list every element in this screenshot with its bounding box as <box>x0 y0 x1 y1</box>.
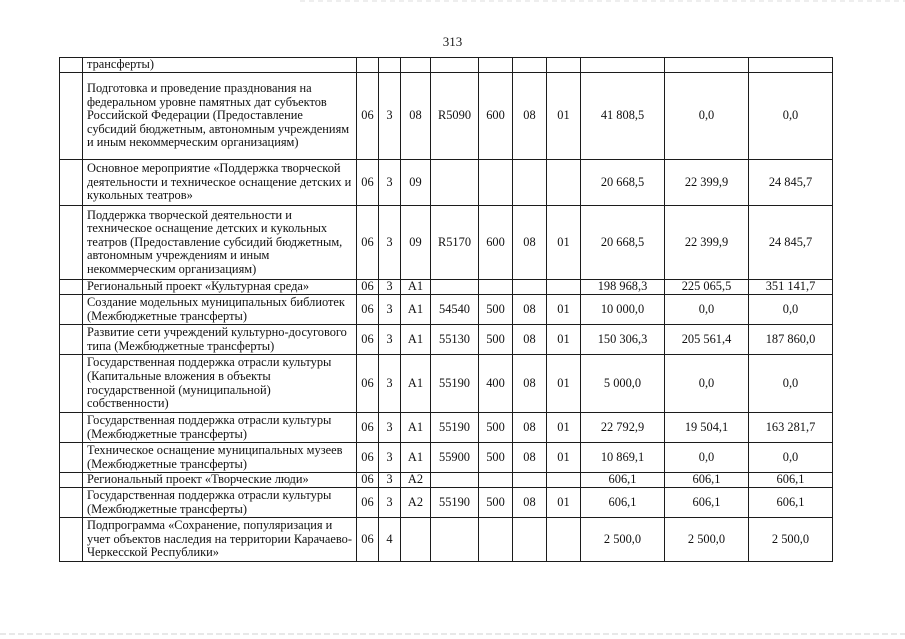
amount-year-3: 606,1 <box>749 473 833 488</box>
table-row <box>60 73 833 160</box>
subprogram-code: 3 <box>379 73 401 160</box>
expense-type-code: 500 <box>479 325 513 355</box>
row-index-cell <box>60 325 83 355</box>
table-row <box>60 58 833 73</box>
event-code: A2 <box>401 488 431 518</box>
amount-year-1: 41 808,5 <box>581 73 665 160</box>
program-code: 06 <box>357 325 379 355</box>
subprogram-code: 4 <box>379 518 401 562</box>
subprogram-code: 3 <box>379 295 401 325</box>
amount-year-3: 187 860,0 <box>749 325 833 355</box>
row-name: Государственная поддержка отрасли культуры (Межбюджетные трансферты) <box>83 413 357 443</box>
direction-code: 55900 <box>431 443 479 473</box>
table-row <box>60 473 833 488</box>
section-code: 08 <box>513 355 547 413</box>
row-index-cell <box>60 206 83 280</box>
amount-year-2 <box>665 58 749 73</box>
amount-year-2: 0,0 <box>665 73 749 160</box>
direction-code: 55190 <box>431 488 479 518</box>
row-index-cell <box>60 160 83 206</box>
subsection-code: 01 <box>547 443 581 473</box>
section-code: 08 <box>513 295 547 325</box>
row-name: Развитие сети учреждений культурно-досугового типа (Межбюджетные трансферты) <box>83 325 357 355</box>
subprogram-code: 3 <box>379 280 401 295</box>
section-code <box>513 518 547 562</box>
subsection-code: 01 <box>547 413 581 443</box>
expense-type-code <box>479 280 513 295</box>
subprogram-code: 3 <box>379 325 401 355</box>
event-code: A1 <box>401 325 431 355</box>
expense-type-code: 500 <box>479 488 513 518</box>
expense-type-code <box>479 473 513 488</box>
amount-year-3: 0,0 <box>749 295 833 325</box>
row-name: Создание модельных муниципальных библиотек (Межбюджетные трансферты) <box>83 295 357 325</box>
subsection-code: 01 <box>547 73 581 160</box>
amount-year-1: 10 000,0 <box>581 295 665 325</box>
amount-year-2: 19 504,1 <box>665 413 749 443</box>
amount-year-1: 2 500,0 <box>581 518 665 562</box>
amount-year-3: 0,0 <box>749 73 833 160</box>
subsection-code <box>547 518 581 562</box>
amount-year-1 <box>581 58 665 73</box>
amount-year-2: 22 399,9 <box>665 160 749 206</box>
section-code: 08 <box>513 488 547 518</box>
subprogram-code: 3 <box>379 160 401 206</box>
direction-code <box>431 280 479 295</box>
event-code: A2 <box>401 473 431 488</box>
row-name: Техническое оснащение муниципальных музеев (Межбюджетные трансферты) <box>83 443 357 473</box>
subprogram-code: 3 <box>379 206 401 280</box>
row-name: Региональный проект «Творческие люди» <box>83 473 357 488</box>
amount-year-1: 150 306,3 <box>581 325 665 355</box>
direction-code <box>431 518 479 562</box>
row-index-cell <box>60 413 83 443</box>
program-code <box>357 58 379 73</box>
amount-year-3 <box>749 58 833 73</box>
program-code: 06 <box>357 206 379 280</box>
subsection-code: 01 <box>547 295 581 325</box>
subprogram-code: 3 <box>379 413 401 443</box>
program-code: 06 <box>357 295 379 325</box>
program-code: 06 <box>357 473 379 488</box>
direction-code: 55190 <box>431 413 479 443</box>
subprogram-code <box>379 58 401 73</box>
amount-year-3: 24 845,7 <box>749 206 833 280</box>
subprogram-code: 3 <box>379 488 401 518</box>
direction-code: 55130 <box>431 325 479 355</box>
subsection-code <box>547 473 581 488</box>
direction-code <box>431 58 479 73</box>
table-row <box>60 443 833 473</box>
amount-year-1: 20 668,5 <box>581 160 665 206</box>
event-code <box>401 58 431 73</box>
event-code: 09 <box>401 206 431 280</box>
direction-code: 54540 <box>431 295 479 325</box>
amount-year-2: 606,1 <box>665 473 749 488</box>
direction-code <box>431 473 479 488</box>
direction-code: R5170 <box>431 206 479 280</box>
event-code: A1 <box>401 413 431 443</box>
section-code: 08 <box>513 413 547 443</box>
expense-type-code: 600 <box>479 206 513 280</box>
table-row <box>60 160 833 206</box>
section-code: 08 <box>513 73 547 160</box>
scan-edge-bottom <box>0 633 905 635</box>
table-row <box>60 206 833 280</box>
program-code: 06 <box>357 355 379 413</box>
row-index-cell <box>60 488 83 518</box>
table-row <box>60 413 833 443</box>
row-name: Государственная поддержка отрасли культуры (Межбюджетные трансферты) <box>83 488 357 518</box>
section-code: 08 <box>513 325 547 355</box>
amount-year-1: 22 792,9 <box>581 413 665 443</box>
program-code: 06 <box>357 280 379 295</box>
table-row <box>60 325 833 355</box>
table-row <box>60 488 833 518</box>
program-code: 06 <box>357 518 379 562</box>
table-row <box>60 280 833 295</box>
section-code: 08 <box>513 443 547 473</box>
expense-type-code: 500 <box>479 443 513 473</box>
row-name: Подпрограмма «Сохранение, популяризация и учет объектов наследия на территории Карачаево-Черкесской Республики» <box>83 518 357 562</box>
row-name: Основное мероприятие «Поддержка творческой деятельности и техническое оснащение детских и кукольных театров» <box>83 160 357 206</box>
direction-code: R5090 <box>431 73 479 160</box>
amount-year-3: 0,0 <box>749 355 833 413</box>
program-code: 06 <box>357 73 379 160</box>
row-index-cell <box>60 473 83 488</box>
row-index-cell <box>60 295 83 325</box>
event-code: A1 <box>401 295 431 325</box>
amount-year-2: 0,0 <box>665 443 749 473</box>
amount-year-2: 2 500,0 <box>665 518 749 562</box>
expense-type-code: 400 <box>479 355 513 413</box>
amount-year-1: 5 000,0 <box>581 355 665 413</box>
amount-year-3: 24 845,7 <box>749 160 833 206</box>
row-index-cell <box>60 73 83 160</box>
amount-year-1: 606,1 <box>581 488 665 518</box>
event-code: A1 <box>401 443 431 473</box>
expense-type-code <box>479 160 513 206</box>
amount-year-1: 20 668,5 <box>581 206 665 280</box>
page-number: 313 <box>442 34 463 49</box>
program-code: 06 <box>357 488 379 518</box>
amount-year-2: 205 561,4 <box>665 325 749 355</box>
row-name: трансферты) <box>83 58 357 73</box>
subprogram-code: 3 <box>379 473 401 488</box>
program-code: 06 <box>357 413 379 443</box>
amount-year-1: 198 968,3 <box>581 280 665 295</box>
amount-year-3: 606,1 <box>749 488 833 518</box>
event-code: 08 <box>401 73 431 160</box>
table-row <box>60 355 833 413</box>
event-code: A1 <box>401 280 431 295</box>
amount-year-3: 0,0 <box>749 443 833 473</box>
amount-year-3: 163 281,7 <box>749 413 833 443</box>
subsection-code: 01 <box>547 206 581 280</box>
table-body <box>60 58 833 562</box>
row-name: Подготовка и проведение празднования на федеральном уровне памятных дат субъектов Российской Федерации (Предоставление субсидий бюджетным, автономным учреждениям и иным некоммерческим организациям) <box>83 73 357 160</box>
section-code <box>513 473 547 488</box>
amount-year-2: 0,0 <box>665 295 749 325</box>
subsection-code <box>547 280 581 295</box>
amount-year-3: 351 141,7 <box>749 280 833 295</box>
row-index-cell <box>60 443 83 473</box>
subsection-code: 01 <box>547 488 581 518</box>
row-name: Региональный проект «Культурная среда» <box>83 280 357 295</box>
program-code: 06 <box>357 160 379 206</box>
row-index-cell <box>60 355 83 413</box>
amount-year-2: 606,1 <box>665 488 749 518</box>
subprogram-code: 3 <box>379 355 401 413</box>
event-code <box>401 518 431 562</box>
program-code: 06 <box>357 443 379 473</box>
section-code <box>513 58 547 73</box>
table-row <box>60 518 833 562</box>
amount-year-2: 225 065,5 <box>665 280 749 295</box>
event-code: 09 <box>401 160 431 206</box>
subsection-code: 01 <box>547 325 581 355</box>
amount-year-2: 22 399,9 <box>665 206 749 280</box>
direction-code: 55190 <box>431 355 479 413</box>
subsection-code: 01 <box>547 355 581 413</box>
expense-type-code: 500 <box>479 413 513 443</box>
row-index-cell <box>60 518 83 562</box>
expense-type-code: 500 <box>479 295 513 325</box>
subsection-code <box>547 160 581 206</box>
scan-edge-top <box>300 0 905 2</box>
amount-year-3: 2 500,0 <box>749 518 833 562</box>
row-name: Государственная поддержка отрасли культуры (Капитальные вложения в объекты государственной (муниципальной) собственности) <box>83 355 357 413</box>
section-code <box>513 280 547 295</box>
section-code: 08 <box>513 206 547 280</box>
row-name: Поддержка творческой деятельности и техническое оснащение детских и кукольных театров (Предоставление субсидий бюджетным, автономным учреждениям и иным некоммерческим организациям) <box>83 206 357 280</box>
subsection-code <box>547 58 581 73</box>
event-code: A1 <box>401 355 431 413</box>
subprogram-code: 3 <box>379 443 401 473</box>
amount-year-2: 0,0 <box>665 355 749 413</box>
row-index-cell <box>60 280 83 295</box>
amount-year-1: 10 869,1 <box>581 443 665 473</box>
direction-code <box>431 160 479 206</box>
section-code <box>513 160 547 206</box>
budget-table <box>59 57 833 562</box>
row-index-cell <box>60 58 83 73</box>
expense-type-code: 600 <box>479 73 513 160</box>
table-row <box>60 295 833 325</box>
amount-year-1: 606,1 <box>581 473 665 488</box>
expense-type-code <box>479 518 513 562</box>
expense-type-code <box>479 58 513 73</box>
